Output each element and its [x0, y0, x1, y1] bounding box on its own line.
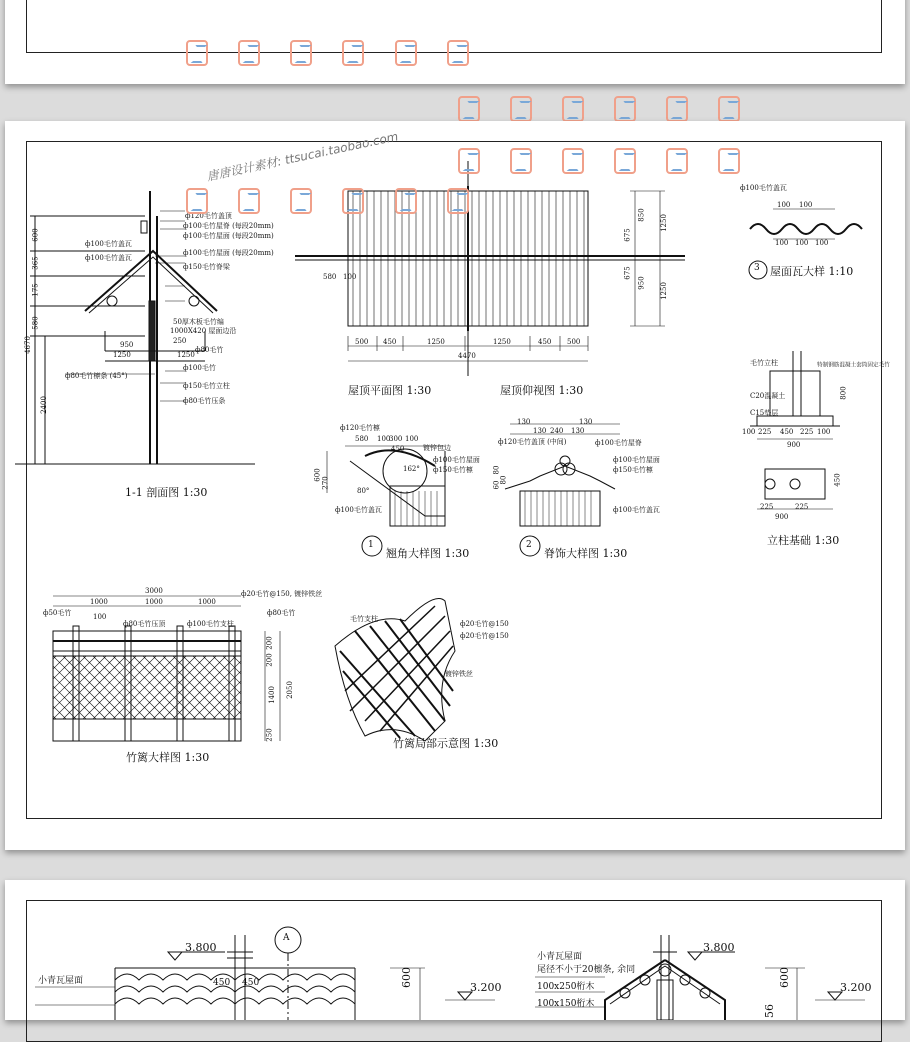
- dim-text: 130: [517, 418, 531, 426]
- dim-text: 162°: [403, 465, 420, 473]
- section-note: ф100毛竹屋面 (每段20mm): [183, 249, 274, 257]
- dim-text: 450: [391, 445, 405, 453]
- dim-text: 100: [405, 435, 419, 443]
- roof-plan-dims: [348, 191, 665, 361]
- eave-title: 翘角大样图 1:30: [386, 547, 470, 560]
- lattice-bar: [5, 656, 16, 719]
- foundation-title: 立柱基础 1:30: [767, 534, 840, 547]
- roof-plan-title: 屋顶平面图 1:30: [348, 384, 432, 397]
- ridge-note: ф100毛竹屋面: [613, 456, 660, 464]
- watermark-logo-icon: [614, 148, 636, 174]
- elevation-mark: 3.800: [703, 941, 735, 954]
- watermark-logo-icon: [458, 96, 480, 122]
- watermark-logo-icon: [238, 188, 260, 214]
- dim-text: 500: [567, 338, 581, 346]
- section-note: ф100毛竹: [183, 364, 216, 372]
- detail-number: 3: [754, 263, 760, 273]
- watermark-logo-icon: [510, 148, 532, 174]
- dim-text: 200: [265, 636, 274, 650]
- section-title: 1-1 剖面图 1:30: [125, 486, 208, 499]
- dim-text: 600: [400, 967, 413, 988]
- dim-text: 600: [778, 967, 791, 988]
- dim-text: 60: [492, 480, 501, 490]
- watermark-logo-icon: [342, 188, 364, 214]
- dim-text: 270: [321, 476, 330, 490]
- dim-text: 100: [775, 239, 789, 247]
- dim-text: 250: [265, 728, 274, 742]
- section-note: ф80毛竹檩条 (45°): [65, 372, 128, 380]
- lattice-bar: [5, 656, 36, 719]
- section-note: ф80毛竹: [195, 346, 224, 354]
- fence-local-note: 毛竹支柱: [350, 615, 378, 623]
- section-note: 1000X420 屋面边沿: [170, 327, 237, 335]
- section-note: ф80毛竹压条: [183, 397, 226, 405]
- section-note: 50厚木板毛竹编: [173, 318, 224, 326]
- watermark-logo-icon: [718, 148, 740, 174]
- dim-text: 130: [579, 418, 593, 426]
- dim-text: 1000: [198, 598, 216, 606]
- dim-text: 100: [815, 239, 829, 247]
- dim-text: 580: [355, 435, 369, 443]
- dim-text: 600: [31, 228, 40, 242]
- dim-text: 450: [242, 978, 260, 988]
- ridge-title: 脊饰大样图 1:30: [544, 547, 628, 560]
- dim-text: 450: [833, 473, 842, 487]
- dim-text: 2400: [39, 396, 48, 414]
- watermark-logo-icon: [718, 96, 740, 122]
- dim-text: 130: [571, 427, 585, 435]
- dim-text: 800: [839, 386, 848, 400]
- tile-detail-view: [750, 209, 862, 239]
- dim-text: 450: [538, 338, 552, 346]
- elevation-mark: 3.200: [840, 981, 872, 994]
- dim-text: 100: [799, 201, 813, 209]
- section-note: ф150毛竹脊梁: [183, 263, 230, 271]
- tile-note: ф100毛竹盖瓦: [740, 184, 787, 192]
- watermark-logo-icon: [395, 40, 417, 66]
- fence-local-note: 镀锌铁丝: [445, 670, 473, 678]
- watermark-logo-icon: [395, 188, 417, 214]
- dim-text: 675: [623, 228, 632, 242]
- watermark-logo-icon: [562, 148, 584, 174]
- dim-text: 950: [120, 341, 134, 349]
- drawing-sheet-3: [5, 880, 905, 1020]
- fence-title: 竹篱大样图 1:30: [126, 751, 210, 764]
- dim-text: 250: [173, 337, 187, 345]
- lattice-bar: [5, 656, 6, 719]
- fence-local-note: ф20毛竹@150: [460, 620, 509, 628]
- dim-text: 56: [763, 1004, 776, 1018]
- section-note: ф120毛竹盖顶: [185, 212, 232, 220]
- lattice-bar: [5, 656, 36, 719]
- dim-text: 80°: [357, 487, 370, 495]
- dim-text: 300: [389, 435, 403, 443]
- dim-text: 600: [313, 468, 322, 482]
- watermark-text: 唐唐设计素材: ttsucai.taobao.com: [205, 129, 400, 184]
- watermark-logo-icon: [666, 148, 688, 174]
- detail-number: 2: [526, 540, 532, 550]
- section-note: ф100毛竹盖瓦: [85, 254, 132, 262]
- watermark-logo-icon: [666, 96, 688, 122]
- dim-text: 100: [377, 435, 391, 443]
- dim-text: 580: [31, 316, 40, 330]
- foundation-note: C15垫层: [750, 409, 779, 417]
- dim-text: 900: [787, 441, 801, 449]
- eave-note: ф100毛竹屋面: [433, 456, 480, 464]
- watermark-logo-icon: [342, 40, 364, 66]
- eave-note: ф120毛竹檩: [340, 424, 380, 432]
- dim-text: 240: [550, 427, 564, 435]
- elevation-mark: 3.200: [470, 981, 502, 994]
- dim-text: 100: [795, 239, 809, 247]
- dim-text: 950: [637, 276, 646, 290]
- lattice-bar: [5, 656, 46, 719]
- dim-text: 450: [383, 338, 397, 346]
- lattice-bar: [5, 656, 46, 719]
- dim-text: 4470: [458, 352, 476, 360]
- eave-note: 镀锌包边: [423, 444, 451, 452]
- watermark-logo-icon: [290, 40, 312, 66]
- dim-text: 1250: [427, 338, 445, 346]
- dim-text: 225: [800, 428, 814, 436]
- watermark-logo-icon: [510, 96, 532, 122]
- dim-text: 80: [492, 465, 501, 475]
- foundation-note: 特制钢筋混凝土套筒固定毛竹: [817, 361, 890, 369]
- watermark-logo-icon: [186, 188, 208, 214]
- dim-text: 1400: [267, 686, 276, 704]
- roof-note: 小青瓦屋面: [537, 952, 583, 962]
- dim-text: 225: [795, 503, 809, 511]
- dim-text: 1250: [659, 282, 668, 300]
- fence-local-title: 竹篱局部示意图 1:30: [393, 737, 499, 750]
- dim-text: 900: [775, 513, 789, 521]
- watermark-logo-icon: [458, 148, 480, 174]
- dim-text: 500: [355, 338, 369, 346]
- dim-text: 3000: [145, 587, 163, 595]
- dim-text: 1250: [659, 214, 668, 232]
- roof-note: 100x250桁木: [537, 982, 595, 992]
- dim-text: 4670: [23, 336, 32, 354]
- lattice-bar: [5, 656, 6, 719]
- axis-label: A: [283, 933, 290, 943]
- dim-text: 130: [533, 427, 547, 435]
- watermark-logo-icon: [238, 40, 260, 66]
- dim-text: 100: [742, 428, 756, 436]
- ridge-note: ф100毛竹屋脊: [595, 439, 642, 447]
- dim-text: 365: [31, 256, 40, 270]
- fence-note: ф100毛竹支柱: [187, 620, 234, 628]
- eave-note: ф100毛竹盖瓦: [335, 506, 382, 514]
- elevation-mark: 3.800: [185, 941, 217, 954]
- dim-text: 225: [758, 428, 772, 436]
- drawing-sheet-2: [5, 121, 905, 850]
- watermark-logo-icon: [186, 40, 208, 66]
- dim-text: 200: [265, 653, 274, 667]
- watermark-logo-icon: [290, 188, 312, 214]
- lattice-bar: [5, 656, 16, 719]
- fence-note: ф20毛竹@150, 镀锌铁丝: [241, 590, 323, 598]
- dim-text: 100: [777, 201, 791, 209]
- fence-note: ф50毛竹: [43, 609, 72, 617]
- fence-note: ф80毛竹: [267, 609, 296, 617]
- watermark-logo-icon: [447, 188, 469, 214]
- roof-bottom-title: 屋顶仰视图 1:30: [500, 384, 584, 397]
- lattice-bar: [5, 656, 56, 719]
- dim-text: 1250: [113, 351, 131, 359]
- left-elevation: [35, 927, 495, 1020]
- ridge-note: ф150毛竹檩: [613, 466, 653, 474]
- dim-text: 1000: [145, 598, 163, 606]
- section-note: ф100毛竹屋面 (每段20mm): [183, 232, 274, 240]
- dim-text: 850: [637, 208, 646, 222]
- dim-text: 580: [323, 273, 337, 281]
- roof-note: 100x150桁木: [537, 999, 595, 1009]
- lattice-bar: [5, 656, 26, 719]
- dim-text: 1250: [493, 338, 511, 346]
- section-note: ф150毛竹立柱: [183, 382, 230, 390]
- dim-text: 450: [780, 428, 794, 436]
- roof-note: 小青瓦屋面: [38, 976, 84, 986]
- roof-note: 尾径不小于20檩条, 余同: [537, 965, 636, 975]
- elevation-drawing: [5, 880, 905, 1020]
- dim-text: 675: [623, 266, 632, 280]
- ridge-note: ф120毛竹盖顶 (中间): [498, 438, 567, 446]
- foundation-note: 毛竹立柱: [750, 359, 778, 367]
- fence-note: ф80毛竹压顶: [123, 620, 166, 628]
- dim-text: 1250: [177, 351, 195, 359]
- dim-text: 225: [760, 503, 774, 511]
- watermark-logo-icon: [614, 96, 636, 122]
- watermark-logo-icon: [447, 40, 469, 66]
- ridge-note: ф100毛竹盖瓦: [613, 506, 660, 514]
- dim-text: 80: [499, 475, 508, 485]
- dim-text: 100: [343, 273, 357, 281]
- fence-note: 100: [93, 613, 107, 621]
- lattice-bar: [5, 656, 56, 719]
- dim-text: 1000: [90, 598, 108, 606]
- lattice-bar: [5, 656, 26, 719]
- watermark-logo-icon: [562, 96, 584, 122]
- eave-note: ф150毛竹檩: [433, 466, 473, 474]
- dim-text: 450: [213, 978, 231, 988]
- section-note: ф100毛竹盖瓦: [85, 240, 132, 248]
- dim-text: 2050: [285, 681, 294, 699]
- tile-title: 屋面瓦大样 1:10: [770, 265, 854, 278]
- fence-view: [53, 596, 280, 741]
- detail-number: 1: [368, 540, 374, 550]
- foundation-note: C20混凝土: [750, 392, 786, 400]
- fence-local-note: ф20毛竹@150: [460, 632, 509, 640]
- dim-text: 175: [31, 283, 40, 297]
- dim-text: 100: [817, 428, 831, 436]
- fence-lattice: [5, 656, 296, 719]
- section-note: ф100毛竹屋脊 (每段20mm): [183, 222, 274, 230]
